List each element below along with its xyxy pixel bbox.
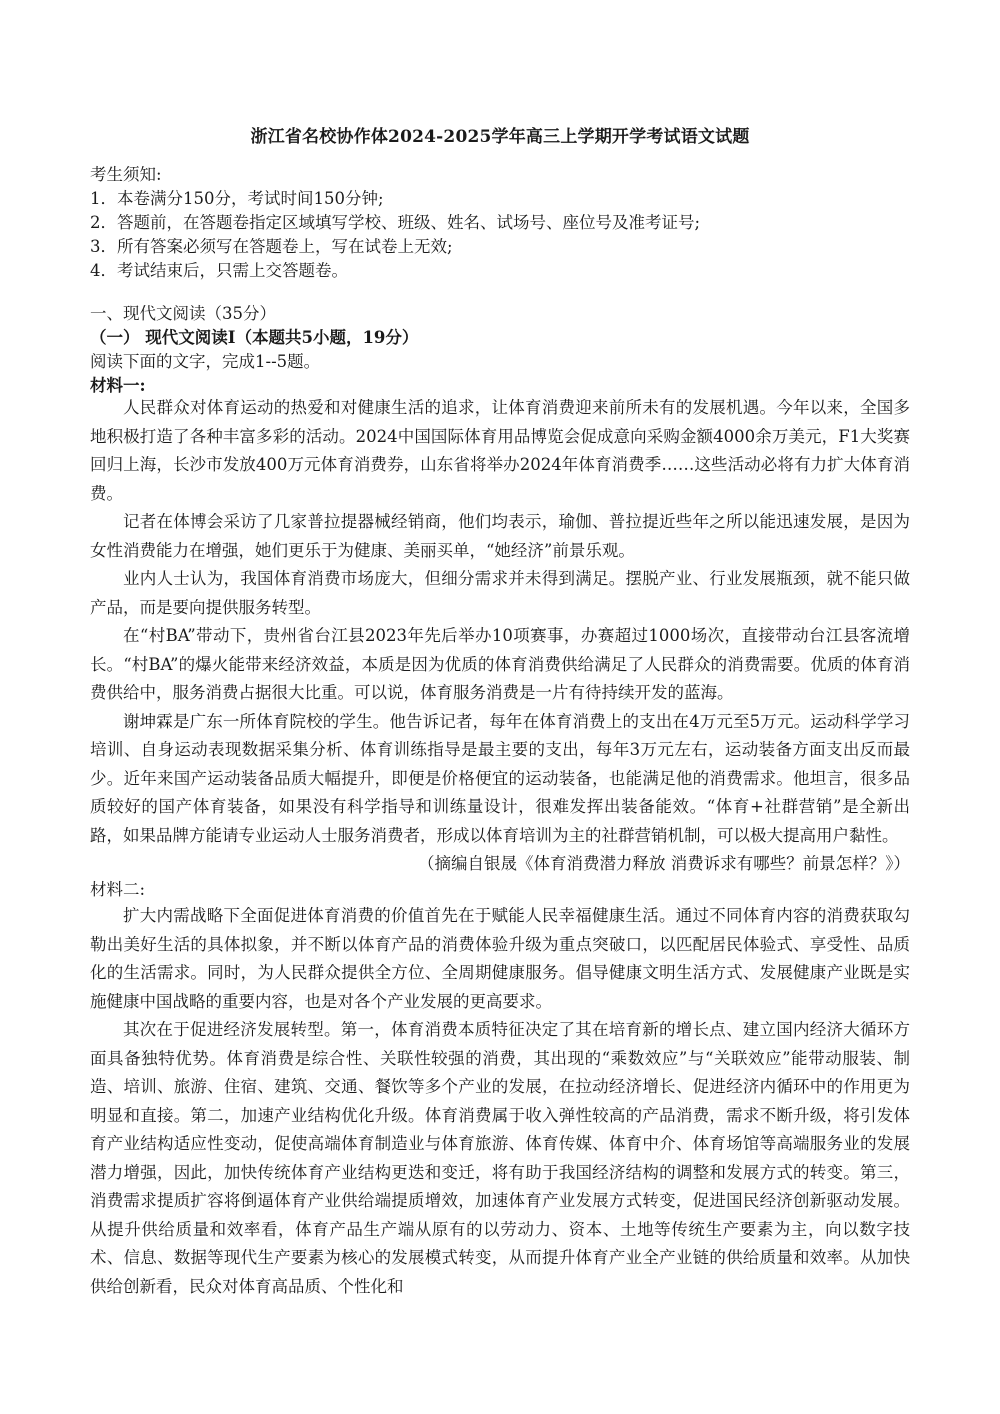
material1-paragraph: 业内人士认为，我国体育消费市场庞大，但细分需求并未得到满足。摆脱产业、行业发展瓶颈，就不能只做产品，而是要向提供服务转型。 — [90, 569, 910, 617]
notice-item: 3．所有答案必须写在答题卷上，写在试卷上无效; — [90, 237, 453, 256]
exam-notice — [90, 163, 910, 283]
material1-paragraph: 人民群众对体育运动的热爱和对健康生活的追求，让体育消费迎来前所未有的发展机遇。今年以来，全国多地积极打造了各种丰富多彩的活动。2024中国国际体育用品博览会促成意向采购金额4000余万美元，F1大奖赛回归上海，长沙市发放400万元体育消费券，山东省将举办2024年体育消费季……这些活动必将有力扩大体育消费。 — [90, 398, 910, 503]
material2-label: 材料二: — [90, 880, 146, 899]
material1-paragraph: 记者在体博会采访了几家普拉提器械经销商，他们均表示，瑜伽、普拉提近些年之所以能迅速发展，是因为女性消费能力在增强，她们更乐于为健康、美丽买单，“她经济”前景乐观。 — [90, 512, 910, 560]
material1-paragraph: 在“村BA”带动下，贵州省台江县2023年先后举办10项赛事，办赛超过1000场次，直接带动台江县客流增长。“村BA”的爆火能带来经济效益，本质是因为优质的体育消费供给满足了人民群众的消费需要。优质的体育消费供给中，服务消费占据很大比重。可以说，体育服务消费是一片有待持续开发的蓝海。 — [90, 626, 910, 702]
material1-body — [90, 394, 910, 1301]
section-header — [90, 302, 910, 398]
notice-item: 1．本卷满分150分，考试时间150分钟; — [90, 189, 384, 208]
exam-title: 浙江省名校协作体2024-2025学年高三上学期开学考试语文试题 — [250, 127, 750, 147]
material1-paragraph: 谢坤霖是广东一所体育院校的学生。他告诉记者，每年在体育消费上的支出在4万元至5万元。运动科学学习培训、自身运动表现数据采集分析、体育训练指导是最主要的支出，每年3万元左右，运动装备方面支出反而最少。近年来国产运动装备品质大幅提升，即便是价格便宜的运动装备，也能满足他的消费需求。他坦言，很多品质较好的国产体育装备，如果没有科学指导和训练量设计，很难发挥出装备能效。“体育+社群营销”是全新出路，如果品牌方能请专业运动人士服务消费者，形成以体育培训为主的社群营销机制，可以极大提高用户黏性。 — [90, 711, 910, 845]
notice-item: 2．答题前，在答题卷指定区域填写学校、班级、姓名、试场号、座位号及准考证号; — [90, 213, 701, 232]
material2-paragraph: 其次在于促进经济发展转型。第一，体育消费本质特征决定了其在培育新的增长点、建立国内经济大循环方面具备独特优势。体育消费是综合性、关联性较强的消费，其出现的“乘数效应”与“关联效应”能带动服装、制造、培训、旅游、住宿、建筑、交通、餐饮等多个产业的发展，在拉动经济增长、促进经济内循环中的作用更为明显和直接。第二，加速产业结构优化升级。体育消费属于收入弹性较高的产品消费，需求不断升级，将引发体育产业结构适应性变动，促使高端体育制造业与体育旅游、体育传媒、体育中介、体育场馆等高端服务业的发展潜力增强，因此，加快传统体育产业结构更迭和变迁，将有助于我国经济结构的调整和发展方式的转变。第三，消费需求提质扩容将倒逼体育产业供给端提质增效，加速体育产业发展方式转变，促进国民经济创新驱动发展。从提升供给质量和效率看，体育产品生产端从原有的以劳动力、资本、土地等传统生产要素为主，向以数字技术、信息、数据等现代生产要素为核心的发展模式转变，从而提升体育产业全产业链的供给质量和效率。从加快供给创新看，民众对体育高品质、个性化和 — [90, 1020, 910, 1296]
section-heading: 一、现代文阅读（35分） — [90, 304, 276, 323]
section-instruction: 阅读下面的文字，完成1--5题。 — [90, 352, 321, 371]
material2-paragraph: 扩大内需战略下全面促进体育消费的价值首先在于赋能人民幸福健康生活。通过不同体育内容的消费获取勾勒出美好生活的具体拟象，并不断以体育产品的消费体验升级为重点突破口，以匹配居民体验式、享受性、品质化的生活需求。同时，为人民群众提供全方位、全周期健康服务。倡导健康文明生活方式、发展健康产业既是实施健康中国战略的重要内容，也是对各个产业发展的更高要求。 — [90, 906, 910, 1011]
section-subheading: （一） 现代文阅读Ⅰ（本题共5小题，19分） — [90, 328, 419, 347]
notice-heading: 考生须知: — [90, 165, 162, 184]
material1-source: （摘编自银晟《体育消费潜力释放 消费诉求有哪些？前景怎样？》） — [418, 854, 910, 873]
notice-item: 4．考试结束后，只需上交答题卷。 — [90, 261, 348, 280]
material1-label: 材料一: — [90, 376, 146, 395]
